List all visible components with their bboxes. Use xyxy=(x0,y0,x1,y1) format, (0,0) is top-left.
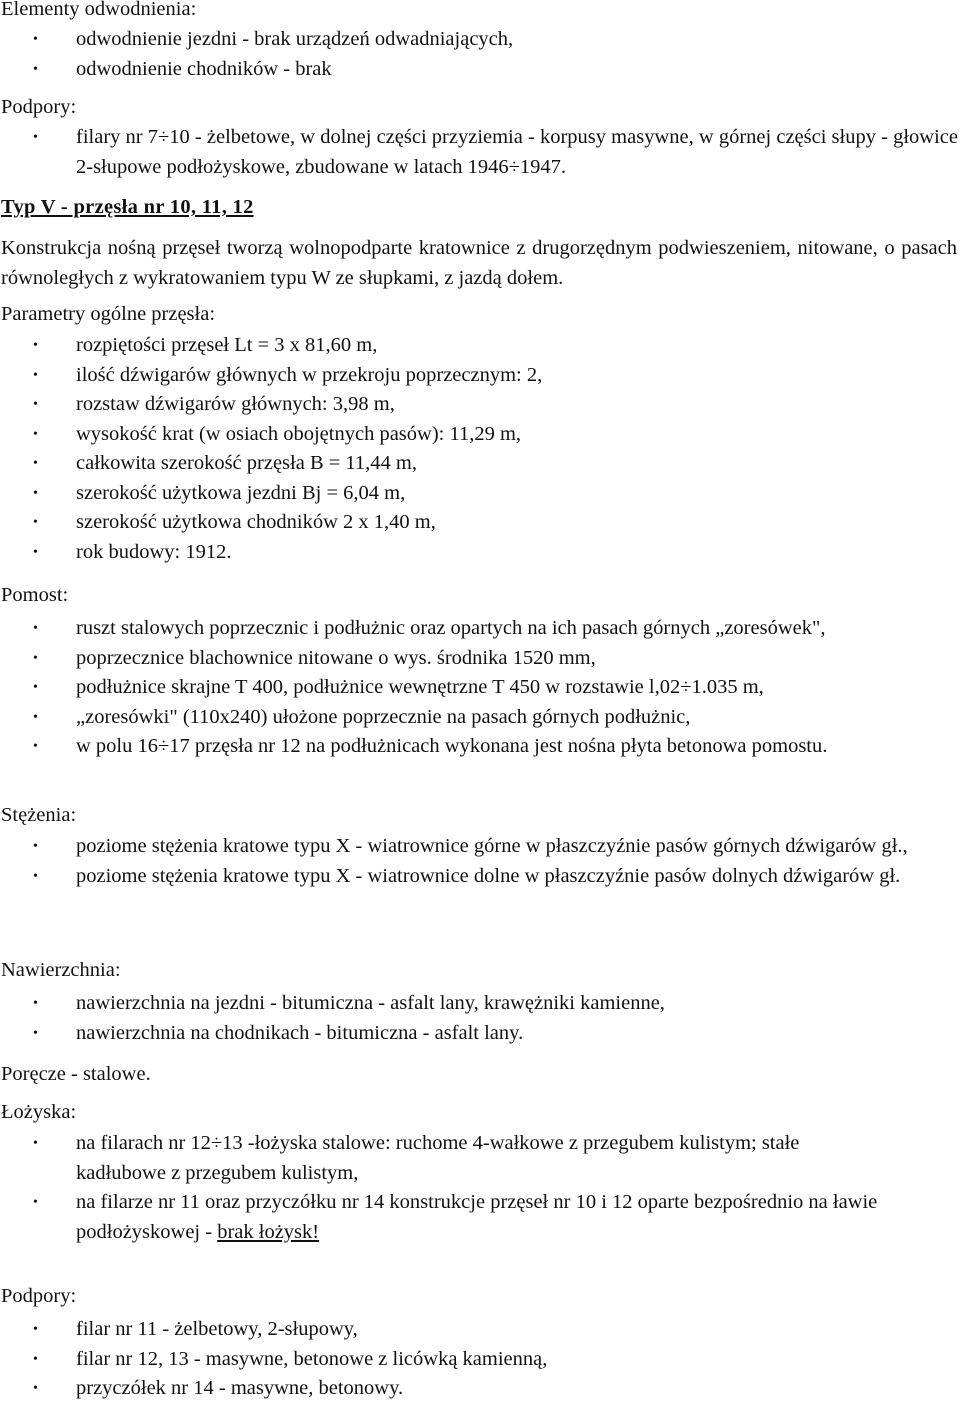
section-heading-elementy: Elementy odwodnienia: xyxy=(1,0,197,20)
list-item: • nawierzchnia na jezdni - bitumiczna - asfalt lany, krawężniki kamienne, xyxy=(0,989,958,1019)
list-item: • filar nr 12, 13 - masywne, betonowe z licówką kamienną, xyxy=(0,1345,958,1375)
section-heading-typ-v: Typ V - przęsła nr 10, 11, 12 xyxy=(1,196,254,218)
list-podpory-2 xyxy=(0,1315,958,1404)
list-item: • ilość dźwigarów głównych w przekroju poprzecznym: 2, xyxy=(0,361,958,391)
bullet-icon: • xyxy=(33,1025,38,1041)
list-item: • na filarze nr 11 oraz przyczółku nr 14 konstrukcje przęseł nr 10 i 12 oparte bezpośrednio na ławie podłożyskowej - brak łożysk! xyxy=(0,1188,958,1247)
bullet-icon: • xyxy=(33,1322,38,1337)
bullet-icon: • xyxy=(33,839,38,854)
list-item: • szerokość użytkowa chodników 2 x 1,40 m, xyxy=(0,508,958,538)
list-item: • podłużnice skrajne T 400, podłużnice wewnętrzne T 450 w rozstawie l,02÷1.035 m, xyxy=(0,673,958,703)
list-item: • wysokość krat (w osiach obojętnych pasów): 11,29 m, xyxy=(0,420,958,450)
list-item: • rozpiętości przęseł Lt = 3 x 81,60 m, xyxy=(0,331,958,361)
section-heading-podpory-2: Podpory: xyxy=(1,1285,77,1307)
bullet-icon: • xyxy=(33,1351,38,1367)
bullet-icon: • xyxy=(33,544,38,560)
section-heading-lozyska: Łożyska: xyxy=(1,1101,77,1123)
list-item: • odwodnienie chodników - brak xyxy=(0,55,958,85)
bullet-icon: • xyxy=(33,680,38,695)
list-item: • „zoresówki" (110x240) ułożone poprzecznie na pasach górnych podłużnic, xyxy=(0,703,958,733)
list-item: • rozstaw dźwigarów głównych: 3,98 m, xyxy=(0,390,958,420)
bullet-icon: • xyxy=(33,338,38,353)
list-item: • nawierzchnia na chodnikach - bitumiczna - asfalt lany. xyxy=(0,1019,958,1049)
list-elementy xyxy=(0,25,958,84)
list-nawierzchnia xyxy=(0,989,958,1048)
bullet-icon: • xyxy=(33,32,38,47)
bullet-icon: • xyxy=(33,621,38,636)
list-item: • filary nr 7÷10 - żelbetowe, w dolnej części przyziemia - korpusy masywne, w górnej części słupy - głowice 2-słupowe podłożyskowe, zbudowane w latach 1946÷1947. xyxy=(0,123,958,182)
list-item: • na filarach nr 12÷13 -łożyska stalowe: ruchome 4-wałkowe z przegubem kulistym; stałe kadłubowe z przegubem kulistym, xyxy=(0,1129,958,1188)
bullet-icon: • xyxy=(33,650,38,666)
bullet-icon: • xyxy=(33,739,38,754)
bullet-icon: • xyxy=(33,130,38,145)
list-item: • rok budowy: 1912. xyxy=(0,538,958,568)
list-item: • przyczółek nr 14 - masywne, betonowy. xyxy=(0,1374,958,1404)
list-item: • poziome stężenia kratowe typu X - wiatrownice dolne w płaszczyźnie pasów dolnych dźwigarów gł. xyxy=(0,862,958,892)
list-parametry xyxy=(0,331,958,567)
bullet-icon: • xyxy=(33,1195,38,1210)
bullet-icon: • xyxy=(33,996,38,1011)
section-heading-porecze: Poręcze - stalowe. xyxy=(1,1063,151,1085)
list-stezenia xyxy=(0,832,958,891)
bullet-icon: • xyxy=(33,515,38,530)
list-item: • szerokość użytkowa jezdni Bj = 6,04 m, xyxy=(0,479,958,509)
bullet-icon: • xyxy=(33,1381,38,1396)
bullet-icon: • xyxy=(33,456,38,471)
typ-description: Konstrukcja nośną przęseł tworzą wolnopodparte kratownice z drugorzędnym podwieszeniem, nitowane, o pasach równoległych z wykratowaniem typu W ze słupkami, z jazdą dołem. xyxy=(1,237,957,289)
underlined-note: brak łożysk! xyxy=(217,1220,320,1243)
section-heading-parametry: Parametry ogólne przęsła: xyxy=(1,303,216,325)
bullet-icon: • xyxy=(33,485,38,501)
bullet-icon: • xyxy=(33,709,38,725)
list-item: • poziome stężenia kratowe typu X - wiatrownice górne w płaszczyźnie pasów górnych dźwigarów gł., xyxy=(0,832,958,862)
list-item: • w polu 16÷17 przęsła nr 12 na podłużnicach wykonana jest nośna płyta betonowa pomostu. xyxy=(0,732,958,762)
bullet-icon: • xyxy=(33,61,38,77)
list-item: • odwodnienie jezdni - brak urządzeń odwadniających, xyxy=(0,25,958,55)
section-heading-nawierzchnia: Nawierzchnia: xyxy=(1,959,121,981)
bullet-icon: • xyxy=(33,397,38,412)
list-podpory xyxy=(0,123,958,182)
section-heading-stezenia: Stężenia: xyxy=(1,804,77,826)
bullet-icon: • xyxy=(33,367,38,383)
list-item: • poprzecznice blachownice nitowane o wys. środnika 1520 mm, xyxy=(0,644,958,674)
list-item: • filar nr 11 - żelbetowy, 2-słupowy, xyxy=(0,1315,958,1345)
section-heading-pomost: Pomost: xyxy=(1,584,69,606)
bullet-icon: • xyxy=(33,426,38,442)
list-item: • ruszt stalowych poprzecznic i podłużnic oraz opartych na ich pasach górnych „zoresówek", xyxy=(0,614,958,644)
list-pomost xyxy=(0,614,958,762)
bullet-icon: • xyxy=(33,868,38,884)
list-lozyska xyxy=(0,1129,958,1247)
list-item: • całkowita szerokość przęsła B = 11,44 m, xyxy=(0,449,958,479)
section-heading-podpory: Podpory: xyxy=(1,96,77,118)
bullet-icon: • xyxy=(33,1136,38,1151)
